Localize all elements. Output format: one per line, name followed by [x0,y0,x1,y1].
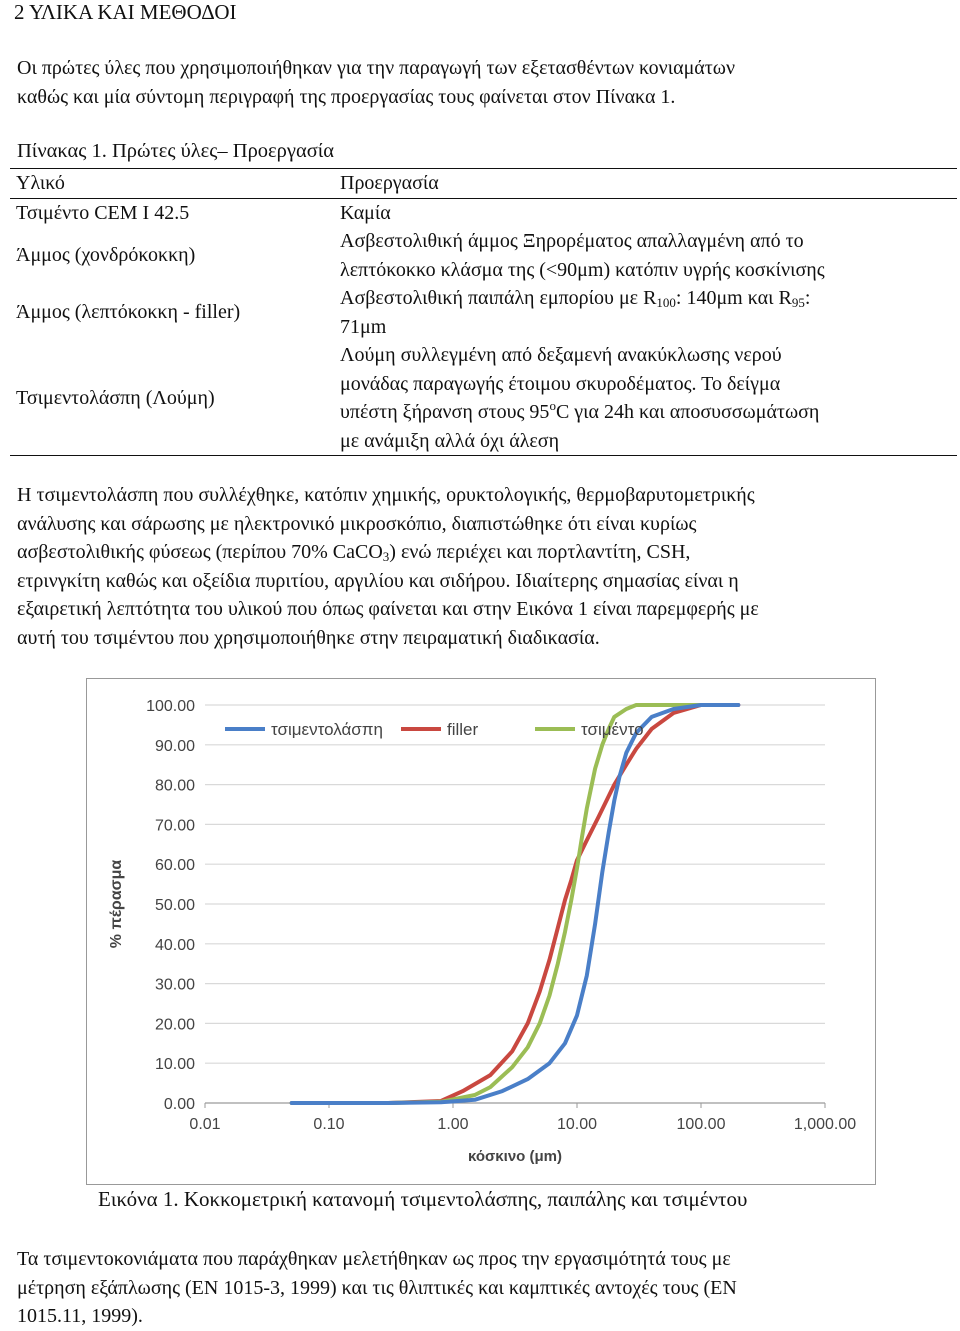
closing-paragraph [17,1245,943,1331]
table-caption: Πίνακας 1. Πρώτες ύλες– Προεργασία [17,140,334,162]
chart-canvas [87,679,875,1184]
process-text: : [804,287,811,309]
x-tick-label: 0.10 [313,1116,345,1133]
section-title: 2 ΥΛΙΚΑ ΚΑΙ ΜΕΘΟΔΟΙ [14,0,237,24]
y-tick-label: 0.00 [163,1096,195,1113]
process-line [340,284,957,313]
paragraph-text: ασβεστολιθικής φύσεως (περίπου 70% CaCO [17,541,383,563]
y-axis-title: % πέρασμα [108,859,125,949]
process-line: 71μm [340,315,387,338]
y-tick-label: 40.00 [154,936,195,954]
process-text: υπέστη ξήρανση στους 95 [340,401,550,423]
y-tick-label: 70.00 [154,817,195,835]
paragraph-line: Τα τσιμεντοκονιάματα που παράχθηκαν μελετήθηκαν ως προς την εργασιμότητά τους με [17,1248,731,1270]
process-line: με ανάμιξη αλλά όχι άλεση [340,429,560,452]
paragraph-line: ετρινγκίτη καθώς και οξείδια πυριτίου, αργιλίου και σιδήρου. Ιδιαίτερης σημασίας είναι η [17,569,739,592]
process-text: Ασβεστολιθική παιπάλη εμπορίου με R [340,287,657,309]
figure-caption: Εικόνα 1. Κοκκομετρική κατανομή τσιμεντολάσπης, παιπάλης και τσιμέντου [98,1187,748,1211]
paragraph-line: εξαιρετική λεπτότητα του υλικού που όπως φαίνεται και στην Εικόνα 1 είναι παρεμφερής με [17,598,759,620]
header-material: Υλικό [10,169,334,199]
cell-material: Άμμος (χονδρόκοκκη) [16,244,196,267]
x-tick-label: 1.00 [437,1116,469,1133]
table-row [10,284,957,341]
paragraph-line: ανάλυσης και σάρωσης με ηλεκτρονικό μικροσκόπιο, διαπιστώθηκε ότι είναι κυρίως [17,512,697,535]
superscript: o [549,398,556,413]
paragraph-line: αυτή του τσιμέντου που χρησιμοποιήθηκε στην πειραματική διαδικασία. [17,626,600,649]
paragraph-line: Η τσιμεντολάσπη που συλλέχθηκε, κατόπιν χημικής, ορυκτολογικής, θερμοβαρυτομετρικής [17,484,755,506]
process-line: μονάδας παραγωγής έτοιμου σκυροδέματος. Το δείγμα [340,372,781,395]
table-row [10,341,957,456]
legend-label: τσιμεντολάσπη [271,720,383,739]
y-tick-label: 80.00 [154,777,195,795]
table-row [10,198,957,227]
cell-material: Άμμος (λεπτόκοκκη - filler) [16,301,241,324]
analysis-paragraph [17,481,943,652]
cell-process [334,284,957,341]
process-text: C για 24h και αποσυσσωμάτωση [555,401,820,423]
x-tick-label: 0.01 [189,1116,221,1133]
table-header-row [10,169,957,199]
y-tick-label: 20.00 [154,1016,195,1034]
intro-line: Οι πρώτες ύλες που χρησιμοποιήθηκαν για την παραγωγή των εξετασθέντων κονιαμάτων [17,57,736,79]
subscript: 100 [656,295,676,310]
cell-material: Τσιμεντολάσπη (Λούμη) [10,341,334,456]
cell-process [334,341,957,456]
paragraph-line: μέτρηση εξάπλωσης (EN 1015-3, 1999) και τις θλιπτικές και καμπτικές αντοχές τους (EN [17,1276,737,1299]
process-text: : 140μm και R [675,287,792,309]
paragraph-line [17,538,943,567]
x-axis-title: κόσκινο (μm) [468,1148,562,1165]
cell-material: Τσιμέντο CEM I 42.5 [16,201,190,224]
y-tick-label: 90.00 [154,737,195,755]
cell-process: Καμία [340,201,391,224]
y-tick-label: 30.00 [154,976,195,994]
legend-label: τσιμέντο [581,720,644,739]
table-row [10,227,957,284]
subscript: 95 [791,295,805,310]
intro-line: καθώς και μία σύντομη περιγραφή της προεργασίας τους φαίνεται στον Πίνακα 1. [17,85,676,108]
y-tick-label: 50.00 [154,897,195,914]
process-line: λεπτόκοκκο κλάσμα της (<90μm) κατόπιν υγρής κοσκίνισης [340,258,825,281]
x-tick-label: 100.00 [676,1116,726,1133]
process-line: Ασβεστολιθική άμμος Ξηρορέματος απαλλαγμένη από το [340,230,804,252]
process-line: Λούμη συλλεγμένη από δεξαμενή ανακύκλωσης νερού [340,344,782,366]
materials-table [10,168,957,456]
legend-label: filler [447,720,479,739]
header-process: Προεργασία [334,169,957,199]
y-tick-label: 100.00 [146,698,195,715]
intro-paragraph [17,54,943,111]
x-tick-label: 1,000.00 [793,1116,857,1133]
y-tick-label: 60.00 [154,857,195,875]
paragraph-text: ) ενώ περιέχει και πορτλαντίτη, CSH, [389,541,691,563]
y-tick-label: 10.00 [154,1056,195,1074]
grading-chart [86,678,876,1185]
process-line [340,398,957,427]
cell-process [334,227,957,284]
subscript: 3 [382,549,390,564]
paragraph-line: 1015.11, 1999). [17,1305,143,1327]
x-tick-label: 10.00 [556,1116,598,1133]
